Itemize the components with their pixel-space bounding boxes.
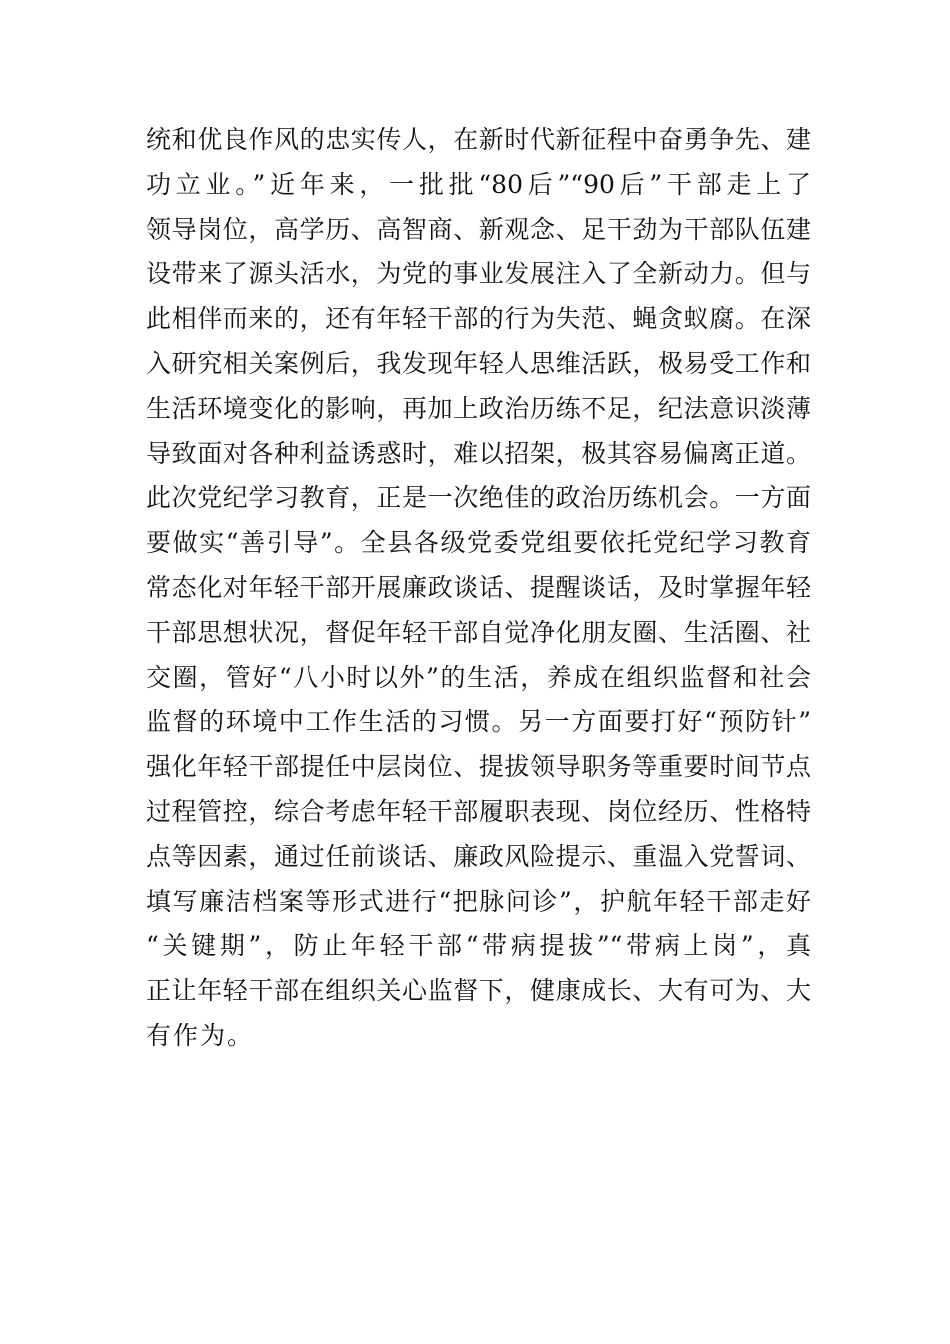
text-line: 交圈，管好“八小时以外”的生活，养成在组织监督和社会 — [146, 662, 811, 692]
text-line: 功立业。”近年来，一批批“80后”“90后”干部走上了 — [146, 169, 811, 199]
text-line: 有作为。 — [146, 1020, 255, 1050]
text-line: 过程管控，综合考虑年轻干部履职表现、岗位经历、性格特 — [146, 796, 811, 826]
text-line: 设带来了源头活水，为党的事业发展注入了全新动力。但与 — [146, 259, 811, 289]
text-line: 点等因素，通过任前谈话、廉政风险提示、重温入党誓词、 — [146, 841, 811, 871]
text-line: 生活环境变化的影响，再加上政治历练不足，纪法意识淡薄 — [146, 393, 811, 423]
text-line: 此次党纪学习教育，正是一次绝佳的政治历练机会。一方面 — [146, 483, 811, 513]
text-line: 导致面对各种利益诱惑时，难以招架，极其容易偏离正道。 — [146, 438, 811, 468]
text-line: “关键期”，防止年轻干部“带病提拔”“带病上岗”，真 — [146, 931, 811, 961]
text-line: 正让年轻干部在组织关心监督下，健康成长、大有可为、大 — [146, 976, 811, 1006]
text-line: 填写廉洁档案等形式进行“把脉问诊”，护航年轻干部走好 — [146, 886, 811, 916]
text-line: 要做实“善引导”。全县各级党委党组要依托党纪学习教育 — [146, 528, 811, 558]
text-line: 领导岗位，高学历、高智商、新观念、足干劲为干部队伍建 — [146, 214, 811, 244]
text-line: 此相伴而来的，还有年轻干部的行为失范、蝇贪蚁腐。在深 — [146, 304, 811, 334]
text-line: 监督的环境中工作生活的习惯。另一方面要打好“预防针” — [146, 707, 811, 737]
text-line: 统和优良作风的忠实传人，在新时代新征程中奋勇争先、建 — [146, 125, 811, 154]
text-line: 强化年轻干部提任中层岗位、提拔领导职务等重要时间节点 — [146, 752, 811, 782]
body-paragraph — [146, 118, 811, 1059]
text-line: 入研究相关案例后，我发现年轻人思维活跃，极易受工作和 — [146, 348, 811, 378]
text-line: 干部思想状况，督促年轻干部自觉净化朋友圈、生活圈、社 — [146, 617, 811, 647]
text-line: 常态化对年轻干部开展廉政谈话、提醒谈话，及时掌握年轻 — [146, 572, 811, 602]
